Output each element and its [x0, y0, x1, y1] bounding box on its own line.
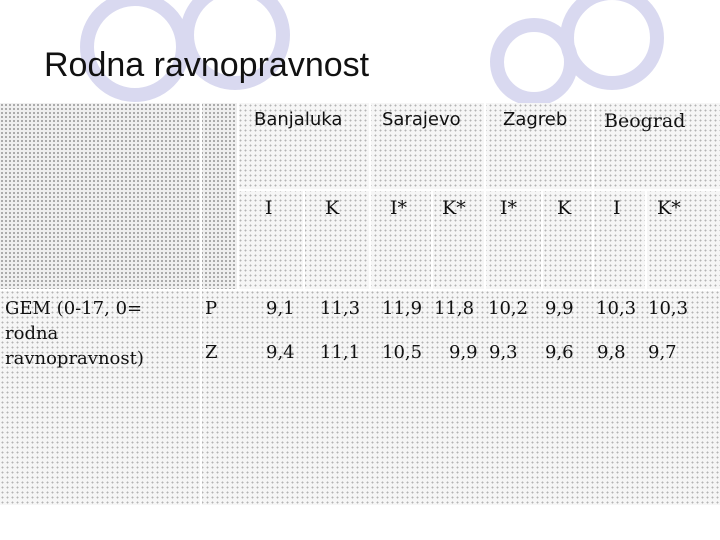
value-cell: 11,1 — [320, 342, 361, 363]
sub-header: K — [557, 197, 572, 219]
value-cell: 10,3 — [648, 298, 689, 319]
sub-header: I* — [390, 197, 408, 219]
gender-p-label: P — [205, 298, 218, 319]
value-cell: 9,4 — [266, 342, 295, 363]
row-label — [5, 296, 144, 371]
grid-line — [303, 190, 305, 290]
sub-header: I* — [500, 197, 518, 219]
grid-line — [0, 289, 720, 291]
row-label-line: rodna — [5, 323, 59, 344]
value-cell: 11,9 — [382, 298, 423, 319]
sub-header: K* — [657, 197, 681, 219]
value-cell: 9,8 — [597, 342, 626, 363]
city-header-beograd: Beograd — [604, 110, 686, 132]
value-cell: 9,1 — [266, 298, 295, 319]
value-cell: 9,3 — [489, 342, 518, 363]
city-header-banjaluka: Banjaluka — [254, 109, 343, 130]
value-cell: 11,3 — [320, 298, 361, 319]
value-cell: 9,9 — [545, 298, 574, 319]
sub-header: I — [265, 197, 273, 219]
value-cell: 11,8 — [434, 298, 475, 319]
grid-line — [237, 189, 720, 191]
grid-line — [237, 103, 239, 290]
sub-header: K — [325, 197, 340, 219]
grid-line — [592, 103, 594, 290]
table-header-left-block — [0, 103, 238, 290]
gender-z-label: Z — [205, 342, 218, 363]
grid-line — [369, 103, 371, 290]
slide-title: Rodna ravnopravnost — [44, 46, 370, 84]
row-label-line: ravnopravnost) — [5, 348, 144, 369]
city-header-sarajevo: Sarajevo — [382, 109, 461, 130]
row-label-line: GEM (0-17, 0= — [5, 298, 143, 319]
value-cell: 9,6 — [545, 342, 574, 363]
value-cell: 10,3 — [596, 298, 637, 319]
value-cell: 10,5 — [382, 342, 423, 363]
grid-line — [431, 190, 433, 290]
grid-line — [484, 103, 486, 290]
city-header-zagreb: Zagreb — [503, 109, 568, 130]
value-cell: 9,9 — [449, 342, 478, 363]
grid-line — [200, 103, 202, 505]
sub-header: K* — [442, 197, 466, 219]
grid-line — [645, 190, 647, 290]
grid-line — [541, 190, 543, 290]
value-cell: 10,2 — [488, 298, 529, 319]
value-cell: 9,7 — [648, 342, 677, 363]
decorative-ring — [560, 0, 664, 90]
sub-header: I — [613, 197, 621, 219]
